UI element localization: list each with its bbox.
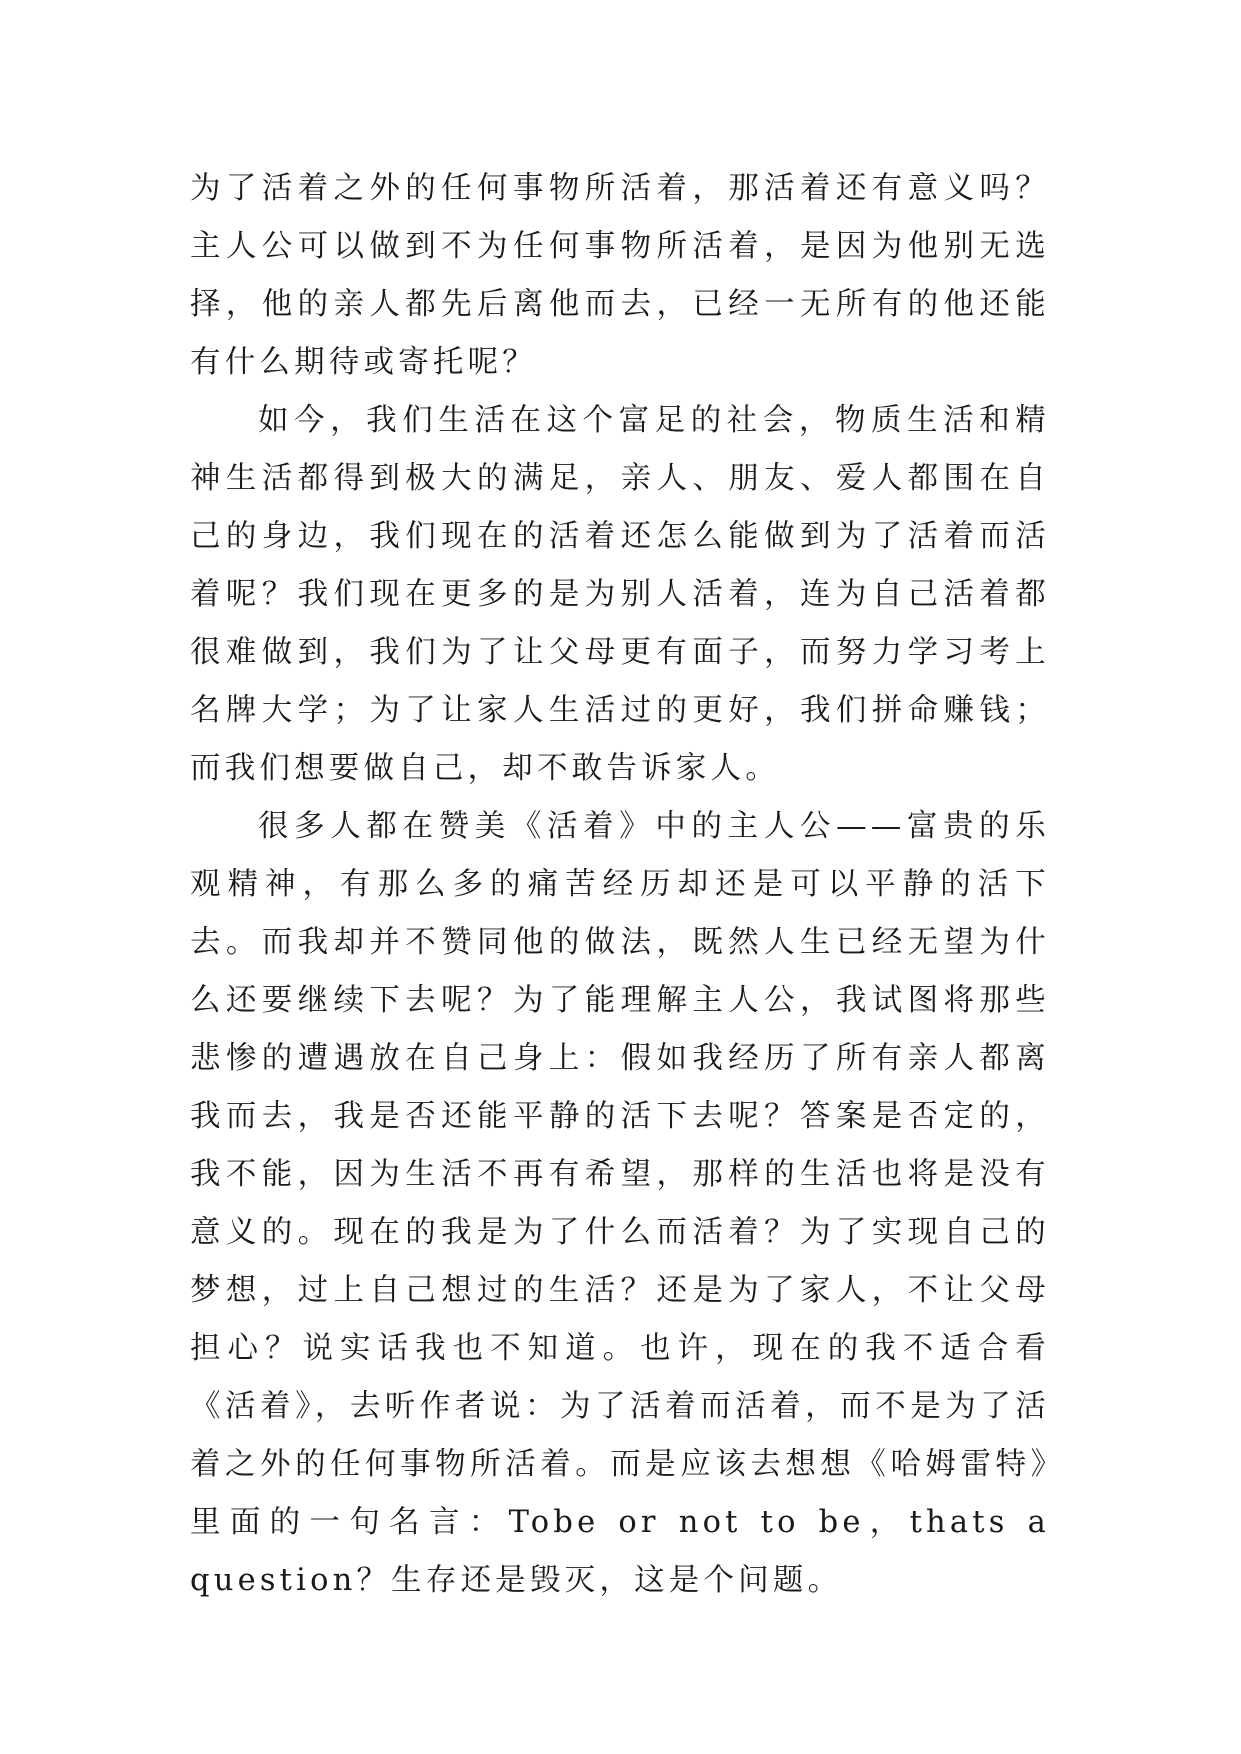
document-body: [190, 160, 1050, 1610]
paragraph-2: 如今，我们生活在这个富足的社会，物质生活和精神生活都得到极大的满足，亲人、朋友、爱人都围在自己的身边，我们现在的活着还怎么能做到为了活着而活着呢？我们现在更多的是为别人活着，连为自己活着都很难做到，我们为了让父母更有面子，而努力学习考上名牌大学；为了让家人生活过的更好，我们拼命赚钱；而我们想要做自己，却不敢告诉家人。: [190, 403, 1050, 786]
paragraph-1: 为了活着之外的任何事物所活着，那活着还有意义吗？主人公可以做到不为任何事物所活着，是因为他别无选择，他的亲人都先后离他而去，已经一无所有的他还能有什么期待或寄托呢？: [190, 171, 1050, 380]
paragraph-3: 很多人都在赞美《活着》中的主人公——富贵的乐观精神，有那么多的痛苦经历却还是可以平静的活下去。而我却并不赞同他的做法，既然人生已经无望为什么还要继续下去呢？为了能理解主人公，我试图将那些悲惨的遭遇放在自己身上：假如我经历了所有亲人都离我而去，我是否还能平静的活下去呢？答案是否定的，我不能，因为生活不再有希望，那样的生活也将是没有意义的。现在的我是为了什么而活着？为了实现自己的梦想，过上自己想过的生活？还是为了家人，不让父母担心？说实话我也不知道。也许，现在的我不适合看《活着》，去听作者说：为了活着而活着，而不是为了活着之外的任何事物所活着。而是应该去想想《哈姆雷特》里面的一句名言：Tobe or not to be，thats a question？生存还是毁灭，这是个问题。: [190, 809, 1050, 1598]
